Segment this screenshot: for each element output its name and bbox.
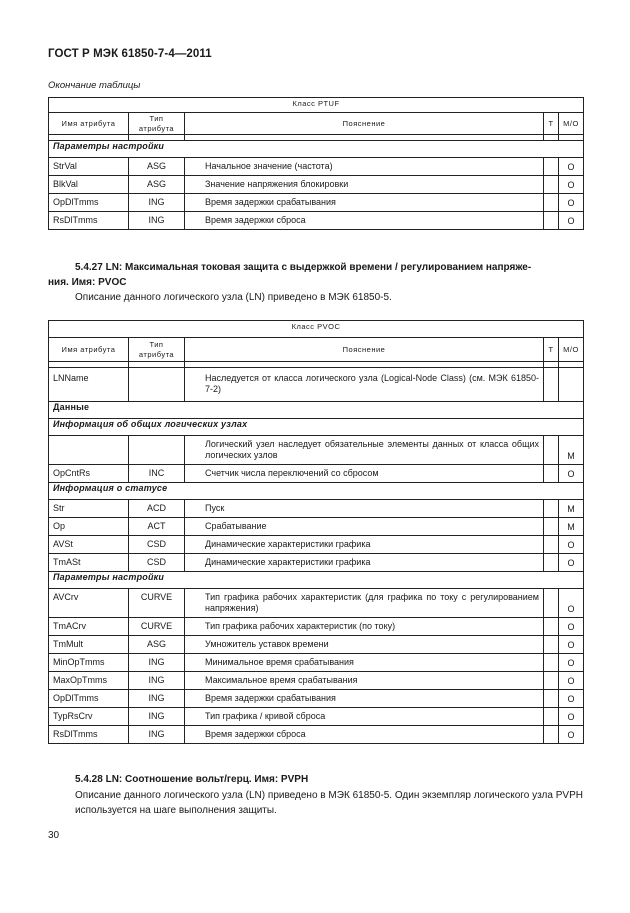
- attr-t: [544, 500, 559, 518]
- attr-t: [544, 465, 559, 483]
- attr-type: ING: [129, 690, 185, 708]
- attr-t: [544, 690, 559, 708]
- attr-desc: Время задержки сброса: [185, 726, 544, 744]
- attr-mo: M: [559, 436, 584, 465]
- attr-name: StrVal: [49, 158, 129, 176]
- attr-t: [544, 708, 559, 726]
- attr-t: [544, 518, 559, 536]
- table-row: [49, 436, 584, 465]
- table-row: [49, 194, 584, 212]
- section-status-info: Информация о статусе: [49, 483, 584, 500]
- table-row: [49, 158, 584, 176]
- ptuf-rows: [49, 158, 584, 230]
- table-row: [49, 500, 584, 518]
- attr-desc: Тип графика рабочих характеристик (по току): [185, 618, 544, 636]
- attr-type: ACT: [129, 518, 185, 536]
- table-row: [49, 672, 584, 690]
- attr-name: Str: [49, 500, 129, 518]
- section-settings: Параметры настройки: [49, 141, 584, 158]
- attr-desc: Динамические характеристики графика: [185, 554, 544, 572]
- heading-text: LN: Соотношение вольт/герц. Имя: PVPH: [105, 774, 309, 785]
- section-5-4-28-text: Описание данного логического узла (LN) приведено в МЭК 61850-5. Один экземпляр логического узла PVPH используется на шаге выполнения защиты.: [75, 790, 583, 816]
- attr-t: [544, 194, 559, 212]
- attr-mo: O: [559, 690, 584, 708]
- table-row: [49, 518, 584, 536]
- table-row: [49, 636, 584, 654]
- pvoc-status-rows: [49, 500, 584, 572]
- section-5-4-28-heading: [48, 772, 610, 787]
- heading-line1: LN: Максимальная токовая защита с выдержкой времени / регулированием напряже-: [105, 262, 532, 273]
- attr-name: RsDlTmms: [49, 212, 129, 230]
- attr-name: TypRsCrv: [49, 708, 129, 726]
- attr-mo: M: [559, 518, 584, 536]
- table-row: [49, 465, 584, 483]
- col-header-desc: Пояснение: [185, 113, 544, 135]
- attr-name: [49, 436, 129, 465]
- section-data: Данные: [49, 402, 584, 419]
- attr-desc: Время задержки срабатывания: [185, 690, 544, 708]
- attr-mo: O: [559, 158, 584, 176]
- attr-desc: Динамические характеристики графика: [185, 536, 544, 554]
- attr-type: ING: [129, 654, 185, 672]
- attr-name: AVCrv: [49, 589, 129, 618]
- attr-t: [544, 158, 559, 176]
- pvoc-settings-rows: [49, 589, 584, 744]
- table-row: [49, 176, 584, 194]
- attr-type: ING: [129, 708, 185, 726]
- attr-type: ING: [129, 194, 185, 212]
- attr-desc: Тип графика / кривой сброса: [185, 708, 544, 726]
- col-header-type: Тип атрибута: [129, 113, 185, 135]
- attr-type: INC: [129, 465, 185, 483]
- attr-name: MaxOpTmms: [49, 672, 129, 690]
- attr-mo: O: [559, 654, 584, 672]
- col-header-name: Имя атрибута: [49, 338, 129, 362]
- document-header: ГОСТ Р МЭК 61850-7-4—2011: [48, 48, 212, 60]
- attr-mo: O: [559, 465, 584, 483]
- attr-desc: Логический узел наследует обязательные элементы данных от класса общих логических узлов: [185, 436, 544, 465]
- attr-mo: M: [559, 500, 584, 518]
- attr-desc: Значение напряжения блокировки: [185, 176, 544, 194]
- col-header-type: Тип атрибута: [129, 338, 185, 362]
- attr-name: MinOpTmms: [49, 654, 129, 672]
- attr-mo: O: [559, 554, 584, 572]
- table-row: [49, 654, 584, 672]
- attr-mo: O: [559, 726, 584, 744]
- attr-mo: O: [559, 176, 584, 194]
- table-row: [49, 708, 584, 726]
- table-row: [49, 589, 584, 618]
- attr-name: OpDlTmms: [49, 194, 129, 212]
- attr-mo: O: [559, 708, 584, 726]
- attr-type: ASG: [129, 176, 185, 194]
- attr-mo: O: [559, 636, 584, 654]
- pvoc-common-rows: [49, 436, 584, 483]
- attr-mo: O: [559, 618, 584, 636]
- col-header-t: T: [544, 113, 559, 135]
- page-number: 30: [48, 830, 60, 841]
- attr-t: [544, 654, 559, 672]
- attr-mo: O: [559, 672, 584, 690]
- col-header-t: T: [544, 338, 559, 362]
- attr-t: [544, 589, 559, 618]
- attr-desc: Наследуется от класса логического узла (Logical-Node Class) (см. МЭК 61850-7-2): [185, 368, 544, 402]
- attr-name: OpDlTmms: [49, 690, 129, 708]
- attr-desc: Время задержки сброса: [185, 212, 544, 230]
- table-row: [49, 554, 584, 572]
- attr-t: [544, 726, 559, 744]
- table-row: [49, 690, 584, 708]
- heading-number: 5.4.27: [75, 262, 103, 273]
- attr-name: AVSt: [49, 536, 129, 554]
- attr-t: [544, 672, 559, 690]
- attr-type: CSD: [129, 554, 185, 572]
- section-common-info: Информация об общих логических узлах: [49, 419, 584, 436]
- attr-mo: O: [559, 194, 584, 212]
- attr-type: ASG: [129, 158, 185, 176]
- pvoc-table: [48, 320, 584, 744]
- col-header-mo: M/O: [559, 113, 584, 135]
- attr-type: ING: [129, 672, 185, 690]
- table-row: [49, 726, 584, 744]
- attr-desc: Тип графика рабочих характеристик (для графика по току с регулированием напряжения): [185, 589, 544, 618]
- attr-name: TmACrv: [49, 618, 129, 636]
- attr-name: LNName: [49, 368, 129, 402]
- attr-name: TmASt: [49, 554, 129, 572]
- attr-type: [129, 436, 185, 465]
- table-continuation-caption: Окончание таблицы: [48, 80, 141, 91]
- attr-name: TmMult: [49, 636, 129, 654]
- attr-name: Op: [49, 518, 129, 536]
- attr-t: [544, 554, 559, 572]
- table-class-label: Класс PTUF: [49, 98, 584, 113]
- attr-name: OpCntRs: [49, 465, 129, 483]
- attr-desc: Минимальное время срабатывания: [185, 654, 544, 672]
- table-row: [49, 368, 584, 402]
- attr-t: [544, 636, 559, 654]
- heading-number: 5.4.28: [75, 774, 103, 785]
- attr-mo: O: [559, 536, 584, 554]
- attr-type: ING: [129, 726, 185, 744]
- section-settings: Параметры настройки: [49, 572, 584, 589]
- attr-t: [544, 212, 559, 230]
- attr-name: RsDlTmms: [49, 726, 129, 744]
- attr-type: CURVE: [129, 589, 185, 618]
- attr-desc: Умножитель уставок времени: [185, 636, 544, 654]
- col-header-mo: M/O: [559, 338, 584, 362]
- table-class-label: Класс PVOC: [49, 321, 584, 338]
- attr-desc: Время задержки срабатывания: [185, 194, 544, 212]
- attr-t: [544, 618, 559, 636]
- attr-type: CURVE: [129, 618, 185, 636]
- attr-t: [544, 536, 559, 554]
- attr-t: [544, 176, 559, 194]
- attr-desc: Начальное значение (частота): [185, 158, 544, 176]
- section-5-4-27-text: Описание данного логического узла (LN) приведено в МЭК 61850-5.: [75, 292, 392, 303]
- attr-desc: Пуск: [185, 500, 544, 518]
- section-5-4-27-heading-cont: [48, 275, 583, 290]
- attr-type: CSD: [129, 536, 185, 554]
- attr-mo: O: [559, 589, 584, 618]
- attr-mo: O: [559, 212, 584, 230]
- table-row: [49, 618, 584, 636]
- attr-desc: Счетчик числа переключений со сбросом: [185, 465, 544, 483]
- col-header-desc: Пояснение: [185, 338, 544, 362]
- table-row: [49, 536, 584, 554]
- attr-name: BlkVal: [49, 176, 129, 194]
- attr-t: [544, 436, 559, 465]
- section-5-4-27-heading: [48, 260, 610, 275]
- attr-type: ACD: [129, 500, 185, 518]
- col-header-name: Имя атрибута: [49, 113, 129, 135]
- attr-type: ASG: [129, 636, 185, 654]
- attr-type: ING: [129, 212, 185, 230]
- heading-line2: ния. Имя: PVOC: [48, 277, 127, 288]
- table-row: [49, 212, 584, 230]
- ptuf-table: [48, 97, 584, 230]
- attr-desc: Срабатывание: [185, 518, 544, 536]
- attr-desc: Максимальное время срабатывания: [185, 672, 544, 690]
